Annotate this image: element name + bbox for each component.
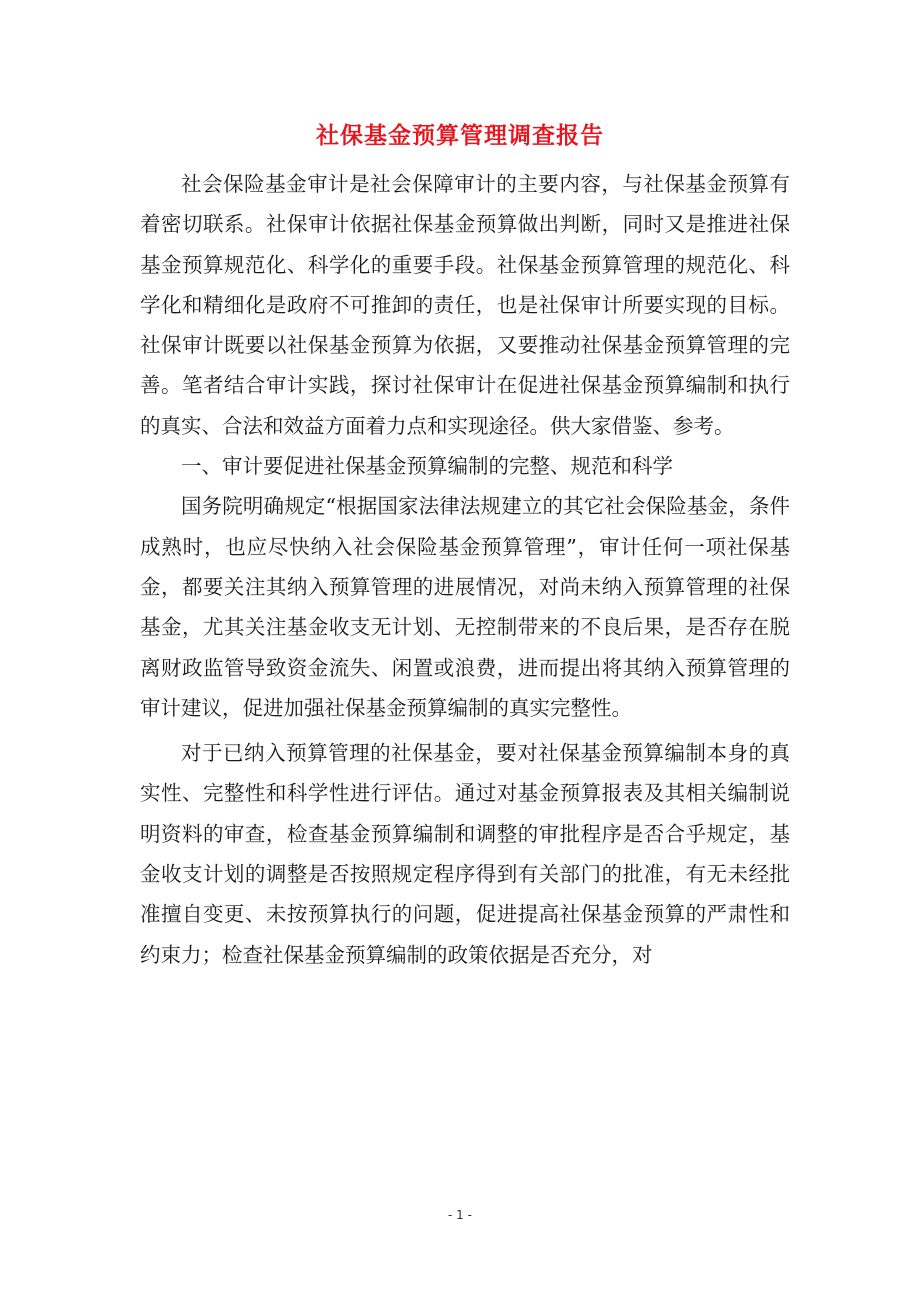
page-number: - 1 - [448, 1208, 472, 1222]
paragraph-state-council: 国务院明确规定“根据国家法律法规建立的其它社会保险基金，条件成熟时，也应尽快纳入社会保险基金预算管理”，审计任何一项社保基金，都要关注其纳入预算管理的进展情况，对尚未纳入预算管理的社保基金，尤其关注基金收支无计划、无控制带来的不良后果，是否存在脱离财政监管导致资金流失、闲置或浪费，进而提出将其纳入预算管理的审计建议，促进加强社保基金预算编制的真实完整性。 [140, 494, 790, 720]
paragraph-intro: 社会保险基金审计是社会保障审计的主要内容，与社保基金预算有着密切联系。社保审计依据社保基金预算做出判断，同时又是推进社保基金预算规范化、科学化的重要手段。社保基金预算管理的规范化、科学化和精细化是政府不可推卸的责任，也是社保审计所要实现的目标。社保审计既要以社保基金预算为依据，又要推动社保基金预算管理的完善。笔者结合审计实践，探讨社保审计在促进社保基金预算编制和执行的真实、合法和效益方面着力点和实现途径。供大家借鉴、参考。 [140, 172, 790, 438]
section-heading-1: 一、审计要促进社保基金预算编制的完整、规范和科学 [181, 454, 673, 479]
document-title: 社保基金预算管理调查报告 [316, 122, 604, 149]
document-body [140, 164, 790, 975]
paragraph-budgeted-funds: 对于已纳入预算管理的社保基金，要对社保基金预算编制本身的真实性、完整性和科学性进行评估。通过对基金预算报表及其相关编制说明资料的审查，检查基金预算编制和调整的审批程序是否合乎规定，基金收支计划的调整是否按照规定程序得到有关部门的批准，有无未经批准擅自变更、未按预算执行的问题，促进提高社保基金预算的严肃性和约束力；检查社保基金预算编制的政策依据是否充分，对 [140, 741, 790, 967]
